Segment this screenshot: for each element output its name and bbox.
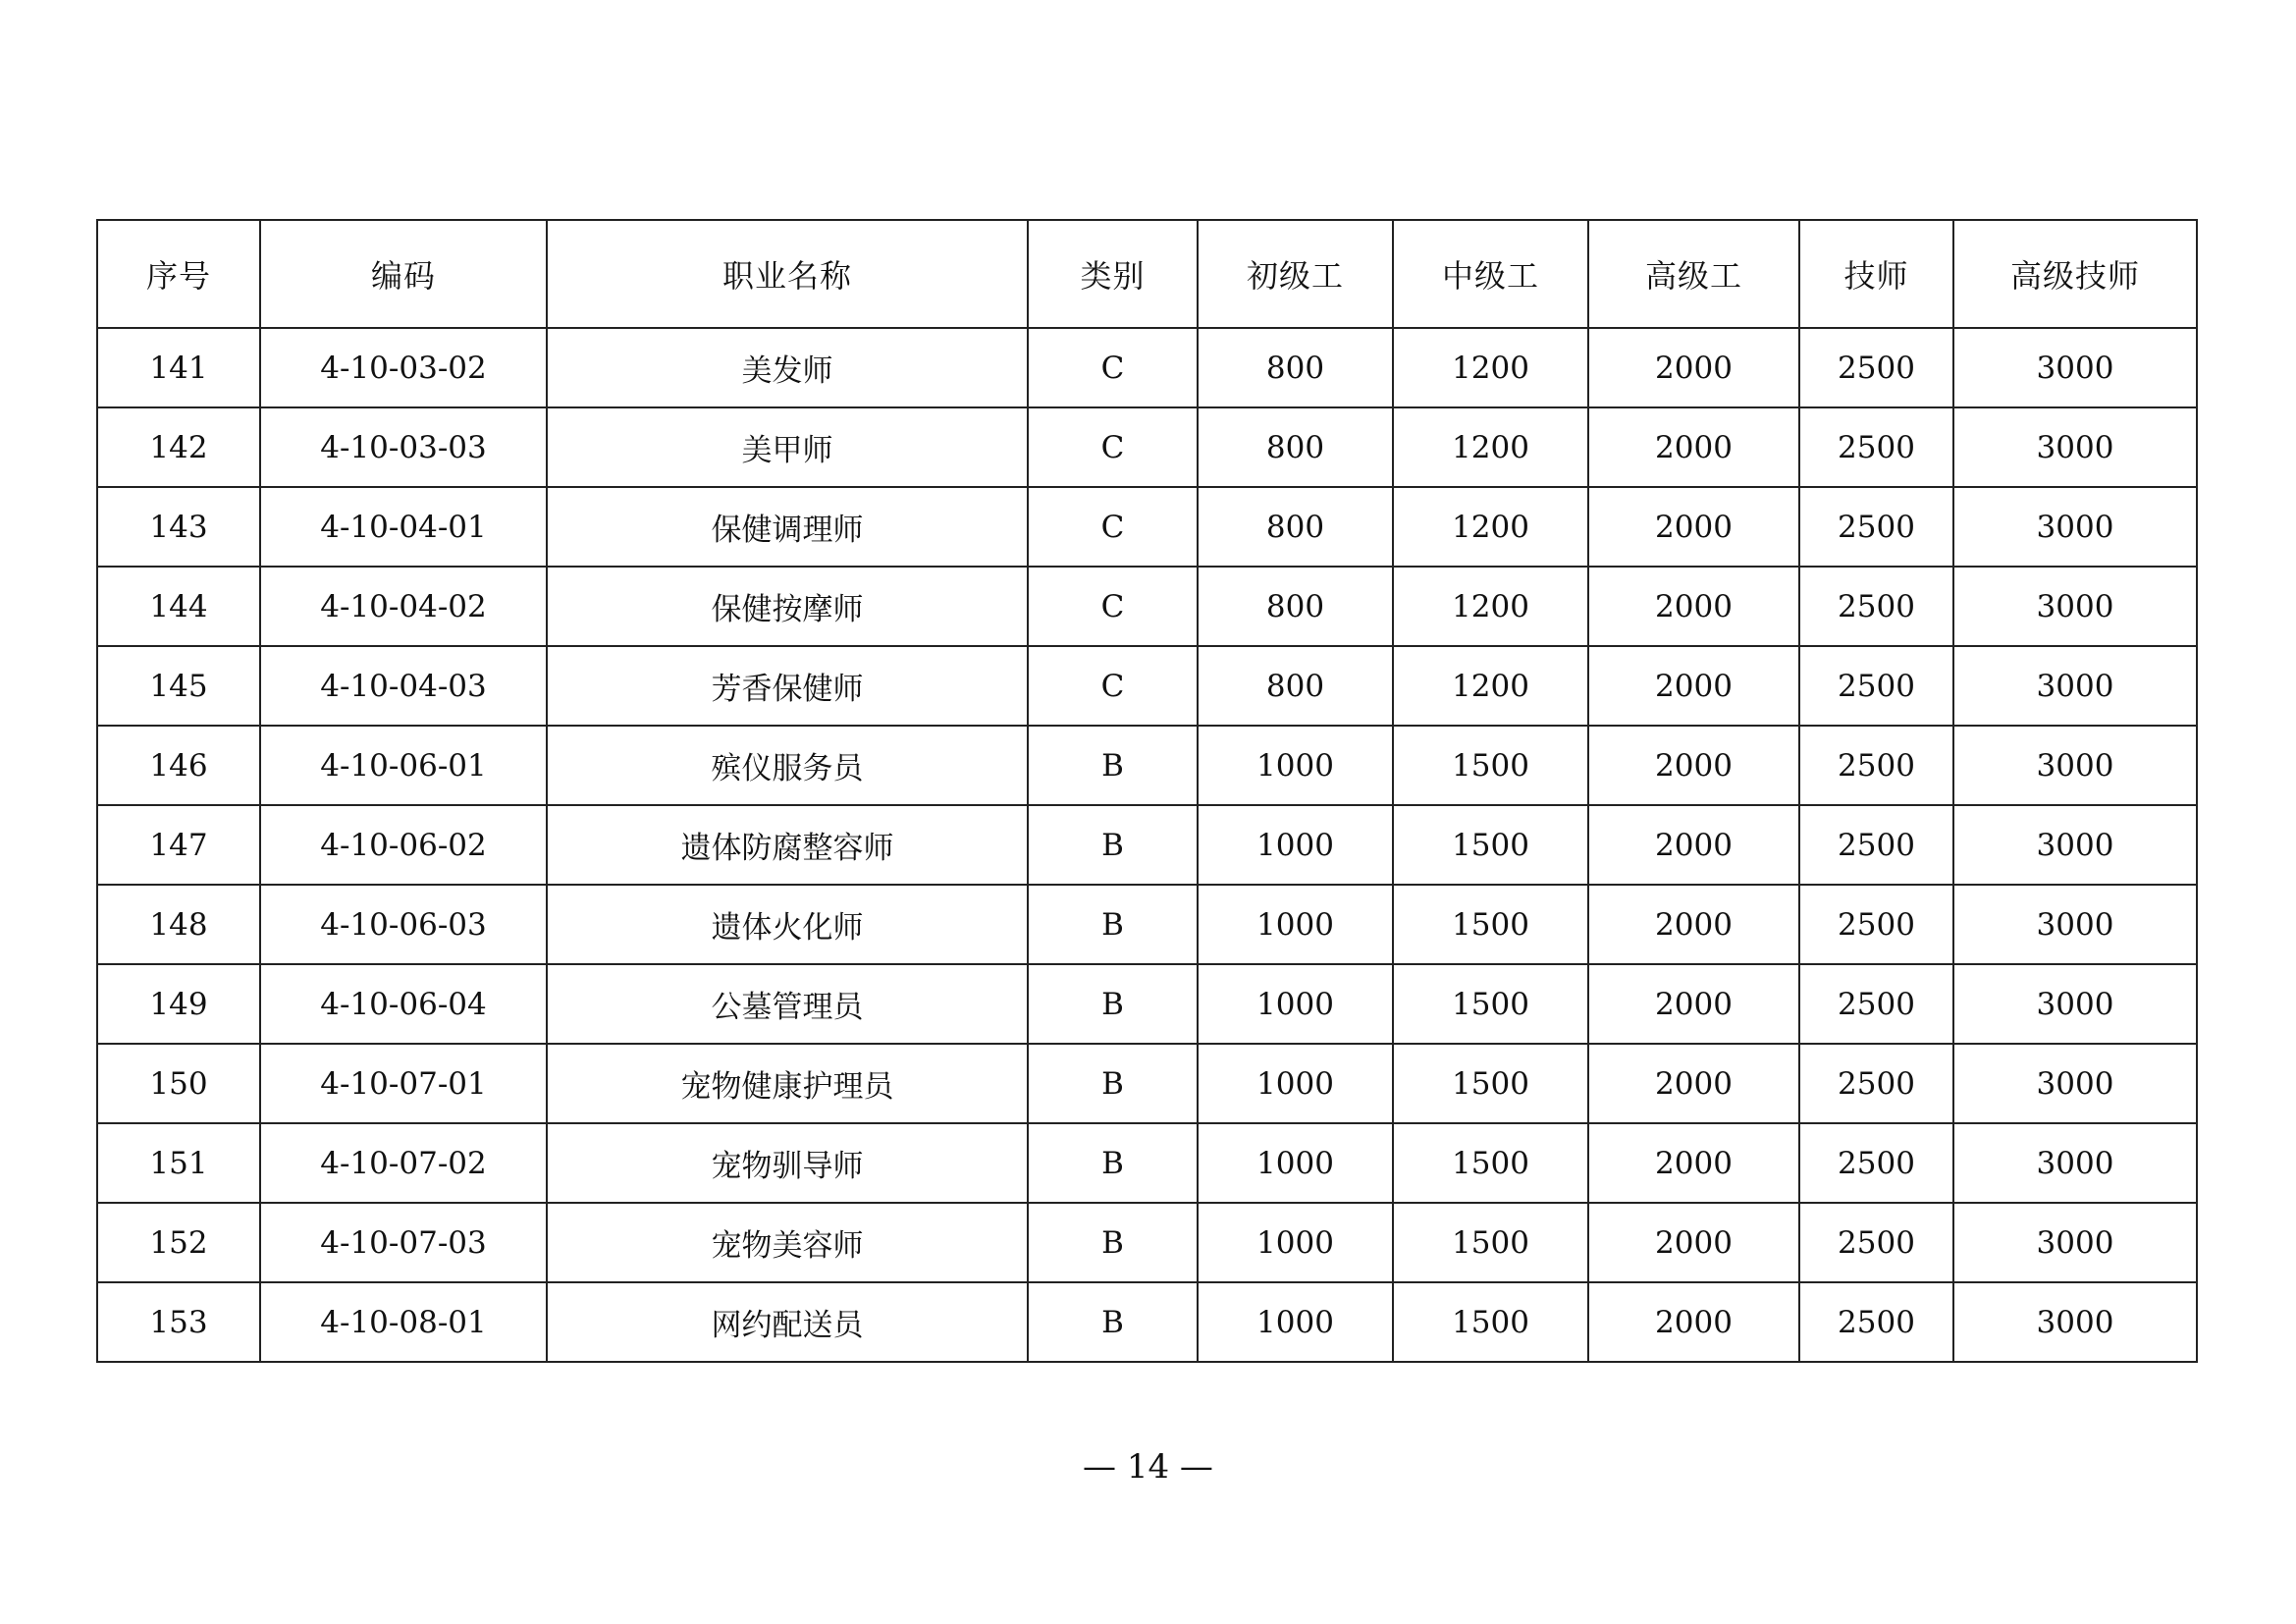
cell-seq: 153 [97,1282,260,1362]
cell-code: 4-10-08-01 [260,1282,547,1362]
col-header-senior-technician: 高级技师 [1953,220,2197,328]
cell-intermediate: 1200 [1393,567,1588,646]
cell-seq: 147 [97,805,260,885]
cell-category: B [1028,1044,1198,1123]
cell-seq: 142 [97,407,260,487]
table-body [97,328,2197,1362]
cell-senior: 2000 [1588,1123,1799,1203]
cell-code: 4-10-03-03 [260,407,547,487]
table-row [97,1044,2197,1123]
table-row [97,1203,2197,1282]
cell-category: B [1028,726,1198,805]
page-number: — 14 — [1083,1447,1213,1487]
cell-intermediate: 1200 [1393,328,1588,407]
cell-senior: 2000 [1588,567,1799,646]
table-row [97,328,2197,407]
cell-code: 4-10-07-01 [260,1044,547,1123]
cell-senior-technician: 3000 [1953,726,2197,805]
col-header-intermediate: 中级工 [1393,220,1588,328]
cell-intermediate: 1500 [1393,726,1588,805]
cell-code: 4-10-04-01 [260,487,547,567]
cell-category: B [1028,964,1198,1044]
cell-junior: 1000 [1198,1282,1393,1362]
cell-seq: 145 [97,646,260,726]
cell-intermediate: 1200 [1393,646,1588,726]
table-row [97,567,2197,646]
cell-junior: 1000 [1198,964,1393,1044]
cell-code: 4-10-06-01 [260,726,547,805]
cell-intermediate: 1500 [1393,885,1588,964]
col-header-code: 编码 [260,220,547,328]
cell-senior-technician: 3000 [1953,1282,2197,1362]
cell-occupation: 芳香保健师 [547,646,1028,726]
cell-senior: 2000 [1588,1282,1799,1362]
cell-occupation: 公墓管理员 [547,964,1028,1044]
cell-intermediate: 1500 [1393,1282,1588,1362]
cell-junior: 1000 [1198,885,1393,964]
table-row [97,407,2197,487]
cell-technician: 2500 [1799,1203,1953,1282]
cell-senior-technician: 3000 [1953,328,2197,407]
cell-intermediate: 1500 [1393,1123,1588,1203]
cell-occupation: 宠物健康护理员 [547,1044,1028,1123]
cell-senior-technician: 3000 [1953,646,2197,726]
cell-technician: 2500 [1799,964,1953,1044]
cell-junior: 800 [1198,646,1393,726]
cell-category: B [1028,1203,1198,1282]
cell-occupation: 遗体防腐整容师 [547,805,1028,885]
cell-technician: 2500 [1799,487,1953,567]
cell-senior-technician: 3000 [1953,1123,2197,1203]
cell-senior: 2000 [1588,805,1799,885]
cell-senior: 2000 [1588,964,1799,1044]
cell-junior: 800 [1198,328,1393,407]
cell-code: 4-10-07-02 [260,1123,547,1203]
cell-seq: 150 [97,1044,260,1123]
cell-senior-technician: 3000 [1953,805,2197,885]
table-row [97,646,2197,726]
col-header-occupation: 职业名称 [547,220,1028,328]
col-header-technician: 技师 [1799,220,1953,328]
cell-category: B [1028,1123,1198,1203]
cell-occupation: 保健按摩师 [547,567,1028,646]
cell-senior-technician: 3000 [1953,407,2197,487]
cell-senior-technician: 3000 [1953,567,2197,646]
cell-seq: 148 [97,885,260,964]
cell-intermediate: 1500 [1393,964,1588,1044]
cell-senior: 2000 [1588,1203,1799,1282]
cell-code: 4-10-06-04 [260,964,547,1044]
col-header-category: 类别 [1028,220,1198,328]
cell-senior: 2000 [1588,407,1799,487]
cell-category: B [1028,1282,1198,1362]
cell-technician: 2500 [1799,726,1953,805]
cell-senior-technician: 3000 [1953,885,2197,964]
cell-senior: 2000 [1588,726,1799,805]
cell-category: C [1028,328,1198,407]
cell-junior: 1000 [1198,726,1393,805]
cell-intermediate: 1200 [1393,407,1588,487]
cell-occupation: 遗体火化师 [547,885,1028,964]
cell-senior-technician: 3000 [1953,487,2197,567]
table-row [97,726,2197,805]
cell-occupation: 保健调理师 [547,487,1028,567]
cell-seq: 151 [97,1123,260,1203]
cell-category: C [1028,407,1198,487]
cell-category: B [1028,885,1198,964]
cell-code: 4-10-06-03 [260,885,547,964]
cell-senior: 2000 [1588,1044,1799,1123]
table-row [97,964,2197,1044]
table-row [97,805,2197,885]
cell-technician: 2500 [1799,805,1953,885]
cell-code: 4-10-06-02 [260,805,547,885]
table-header [97,220,2197,328]
cell-category: B [1028,805,1198,885]
cell-occupation: 宠物驯导师 [547,1123,1028,1203]
cell-junior: 1000 [1198,1044,1393,1123]
cell-technician: 2500 [1799,885,1953,964]
header-row [97,220,2197,328]
cell-occupation: 殡仪服务员 [547,726,1028,805]
cell-category: C [1028,646,1198,726]
col-header-junior: 初级工 [1198,220,1393,328]
table-row [97,885,2197,964]
cell-code: 4-10-04-03 [260,646,547,726]
cell-occupation: 美甲师 [547,407,1028,487]
cell-technician: 2500 [1799,646,1953,726]
cell-seq: 149 [97,964,260,1044]
cell-seq: 144 [97,567,260,646]
cell-senior: 2000 [1588,487,1799,567]
col-header-senior: 高级工 [1588,220,1799,328]
cell-code: 4-10-04-02 [260,567,547,646]
cell-occupation: 宠物美容师 [547,1203,1028,1282]
cell-technician: 2500 [1799,567,1953,646]
cell-technician: 2500 [1799,407,1953,487]
cell-junior: 800 [1198,407,1393,487]
cell-senior: 2000 [1588,328,1799,407]
cell-senior-technician: 3000 [1953,964,2197,1044]
cell-junior: 1000 [1198,1123,1393,1203]
cell-junior: 1000 [1198,1203,1393,1282]
col-header-seq: 序号 [97,220,260,328]
cell-intermediate: 1500 [1393,1044,1588,1123]
cell-occupation: 美发师 [547,328,1028,407]
cell-junior: 800 [1198,567,1393,646]
cell-technician: 2500 [1799,1123,1953,1203]
cell-intermediate: 1500 [1393,805,1588,885]
table-row [97,1123,2197,1203]
cell-technician: 2500 [1799,1044,1953,1123]
cell-junior: 1000 [1198,805,1393,885]
cell-senior: 2000 [1588,646,1799,726]
cell-category: C [1028,487,1198,567]
table-row [97,1282,2197,1362]
cell-senior: 2000 [1588,885,1799,964]
cell-category: C [1028,567,1198,646]
cell-seq: 141 [97,328,260,407]
cell-intermediate: 1200 [1393,487,1588,567]
cell-technician: 2500 [1799,328,1953,407]
cell-seq: 146 [97,726,260,805]
cell-seq: 152 [97,1203,260,1282]
cell-occupation: 网约配送员 [547,1282,1028,1362]
cell-code: 4-10-03-02 [260,328,547,407]
cell-senior-technician: 3000 [1953,1044,2197,1123]
cell-intermediate: 1500 [1393,1203,1588,1282]
cell-code: 4-10-07-03 [260,1203,547,1282]
cell-junior: 800 [1198,487,1393,567]
cell-technician: 2500 [1799,1282,1953,1362]
table-row [97,487,2197,567]
cell-senior-technician: 3000 [1953,1203,2197,1282]
cell-seq: 143 [97,487,260,567]
occupation-table [96,219,2198,1363]
